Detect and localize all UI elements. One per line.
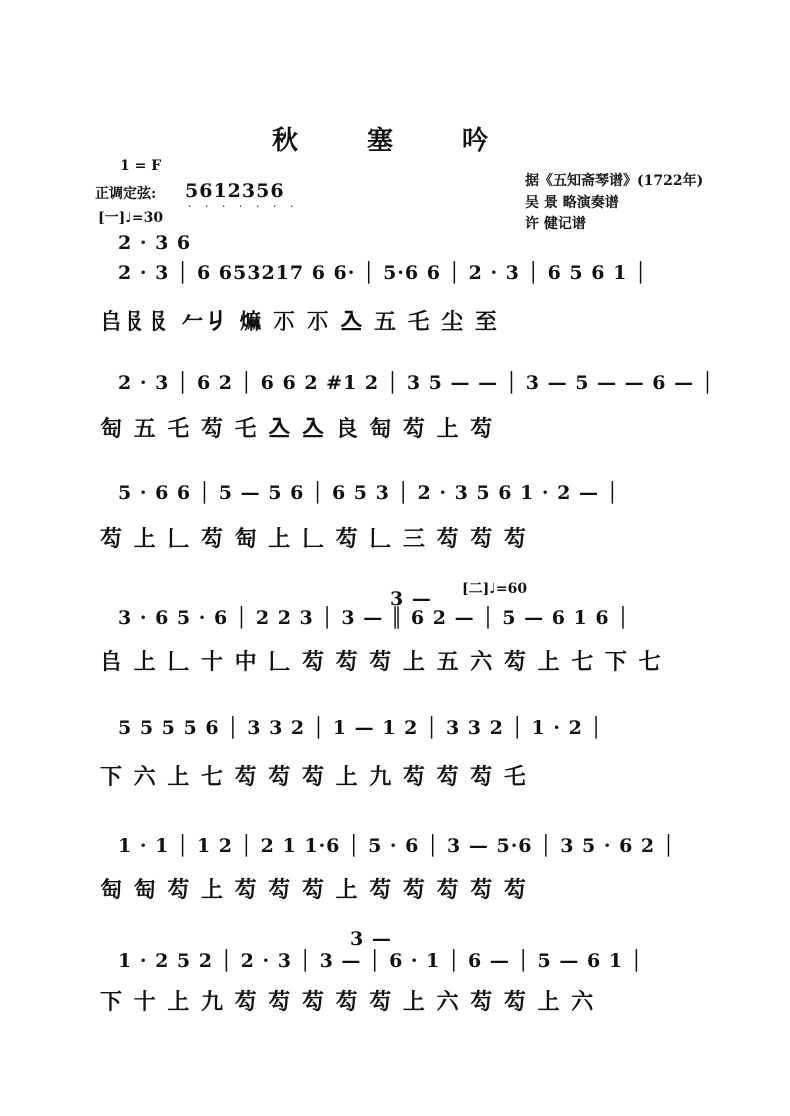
- system-1-tablature: 𠂤𠬝𠬝 𠂉𠂈 𤎎 𡭕 𡭕 𠓛 五 乇 尘 至: [100, 309, 499, 335]
- performer-credit: 吴 景 略演奏谱: [525, 195, 619, 211]
- source-credit: 据《五知斋琴谱》(1722年): [525, 173, 704, 189]
- system-7-notes: 1 · 2 5 2 │ 2 · 3 │ 3 — │ 6 · 1 │ 6 — │ 5 — 6 1 │: [118, 950, 644, 972]
- system-5-tablature: 下 六 上 七 芶 芶 芶 上 九 芶 芶 芶 乇: [100, 764, 528, 790]
- system-6-notes: 1 · 1 │ 1 2 │ 2 1 1·6 │ 5 · 6 │ 3 — 5·6 │ 3 5 · 6 2 │: [118, 835, 676, 857]
- transcriber-credit: 许 健记谱: [525, 216, 586, 232]
- page-title: 秋 塞 吟: [271, 126, 519, 156]
- system-3-notes: 5 · 6 6 │ 5 — 5 6 │ 6 5 3 │ 2 · 3 5 6 1 · 2 — │: [118, 482, 620, 504]
- system-1-upper-voice: 2 · 3 6: [118, 232, 192, 254]
- system-7-tablature: 下 十 上 九 芶 芶 芶 芶 芶 上 六 芶 芶 上 六: [100, 989, 596, 1015]
- system-4-tablature: 𠂤 上 𠃊 十 中 𠃊 芶 芶 芶 上 五 六 芶 上 七 下 七: [100, 649, 663, 675]
- system-3-tablature: 芶 上 𠃊 芶 匋 上 𠃊 芶 𠃊 三 芶 芶 芶: [100, 526, 528, 552]
- system-4-upper-voice: 3 —: [390, 588, 432, 610]
- tuning-dots: · · · · · · ·: [188, 200, 299, 213]
- section-two-tempo: [二]♩=60: [462, 581, 528, 597]
- section-one-tempo: [一]♩=30: [98, 210, 164, 226]
- system-2-tablature: 匋 五 乇 芶 乇 𠓛 𠓛 良 匋 芶 上 芶: [100, 416, 495, 442]
- system-2-notes: 2 · 3 │ 6 2 │ 6 6 2 #1 2 │ 3 5 — — │ 3 — 5 — — 6 — │: [118, 372, 715, 394]
- system-4-notes: 3 · 6 5 · 6 │ 2 2 3 │ 3 — ║ 6 2 — │ 5 — 6 1 6 │: [118, 607, 630, 629]
- system-7-upper-voice: 3 —: [350, 928, 392, 950]
- system-5-notes: 5 5 5 5 6 │ 3 3 2 │ 1 — 1 2 │ 3 3 2 │ 1 · 2 │: [118, 717, 603, 739]
- key-signature: 1 = F: [120, 158, 162, 174]
- system-1-notes: 2 · 3 │ 6 653217 6 6· │ 5·6 6 │ 2 · 3 │ 6 5 6 1 │: [118, 262, 648, 284]
- system-6-tablature: 匋 匋 芶 上 芶 芶 芶 上 芶 芶 芶 芶 芶: [100, 877, 528, 903]
- tuning-notes: 5612356: [185, 180, 285, 202]
- tuning-label: 正调定弦:: [95, 186, 157, 202]
